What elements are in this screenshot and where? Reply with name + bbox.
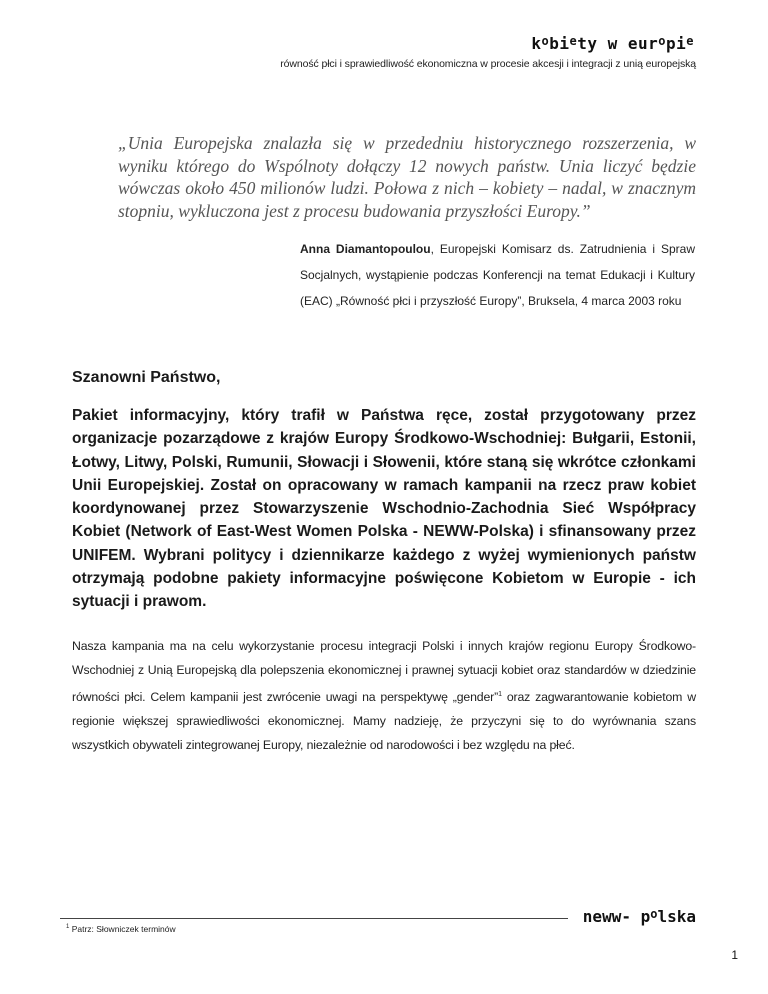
- logo-letter: lska: [657, 907, 696, 926]
- header-subtitle: równość płci i sprawiedliwość ekonomiczna w procesie akcesji i integracji z unią europejską: [280, 58, 696, 70]
- quote-source: , Europejski Komisarz ds. Zatrudnienia i Spraw Socjalnych, wystąpienie podczas Konferencji na temat Edukacji i Kultury (EAC) „Równość płci i przyszłość Europy”, Bruksela, 4 marca 2003 roku: [300, 242, 695, 308]
- page-number: 1: [731, 948, 738, 962]
- quote-author: Anna Diamantopoulou: [300, 242, 431, 256]
- quote-attribution: [300, 236, 695, 314]
- footnote-reference: 1: [498, 690, 502, 698]
- logo-letter: e: [569, 34, 578, 48]
- logo-letter: o: [658, 34, 666, 48]
- footer-divider: [60, 918, 568, 919]
- footer-logo: [583, 907, 696, 926]
- body-text-part-1: Nasza kampania ma na celu wykorzystanie procesu integracji Polski i innych krajów regionu Europy Środkowo-Wschodniej z Unią Europejską dla polepszenia ekonomicznej i prawnej sytuacji kobiet oraz standardów w dziedzinie równości płci. Celem kampanii jest zwrócenie uwagi na perspektywę „gender”: [72, 639, 696, 704]
- logo-letter: ty: [577, 34, 598, 53]
- logo-letter: p: [640, 907, 651, 926]
- header-logo: [531, 34, 694, 53]
- body-paragraph: [72, 634, 696, 758]
- logo-letter: o: [541, 34, 550, 48]
- greeting: Szanowni Państwo,: [72, 369, 221, 386]
- footnote-text: Patrz: Słowniczek terminów: [69, 924, 176, 934]
- footnote: [66, 924, 176, 934]
- logo-letter: e: [686, 34, 694, 48]
- footnote-number: 1: [66, 924, 70, 931]
- opening-quote: „Unia Europejska znalazła się w przededniu historycznego rozszerzenia, w wyniku którego do Wspólnoty dołączy 12 nowych państw. Unia liczyć będzie wówczas około 450 milionów ludzi. Połowa z nich – kobiety – nadal, w znacznym stopniu, wykluczona jest z procesu budowania przyszłości Europy.”: [118, 133, 696, 221]
- logo-letter: k: [531, 34, 542, 53]
- logo-letter: o: [650, 907, 658, 921]
- logo-letter: neww-: [582, 907, 641, 926]
- logo-letter: bi: [549, 34, 570, 53]
- logo-letter: pi: [666, 34, 687, 53]
- logo-letter: w eur: [597, 34, 659, 53]
- body-text-part-2: oraz zagwarantowanie kobietom w regionie większej sprawiedliwości ekonomicznej. Mamy nadzieję, że przyczyni się to do wyrównania szans wszystkich obywateli zintegrowanej Europy, niezależnie od narodowości i bez względu na płeć.: [72, 689, 696, 753]
- intro-paragraph: Pakiet informacyjny, który trafił w Państwa ręce, został przygotowany przez organizacje pozarządowe z krajów Europy Środkowo-Wschodniej: Bułgarii, Estonii, Łotwy, Litwy, Polski, Rumunii, Słowacji i Słowenii, które staną się wkrótce członkami Unii Europejskiej. Został on opracowany w ramach kampanii na rzecz praw kobiet koordynowanej przez Stowarzyszenie Wschodnio-Zachodnia Sieć Współpracy Kobiet (Network of East-West Women Polska - NEWW-Polska) i sfinansowany przez UNIFEM. Wybrani politycy i dziennikarze każdego z wyżej wymienionych państw otrzymają podobne pakiety informacyjne poświęcone Kobietom w Europie - ich sytuacji i prawom.: [72, 407, 696, 611]
